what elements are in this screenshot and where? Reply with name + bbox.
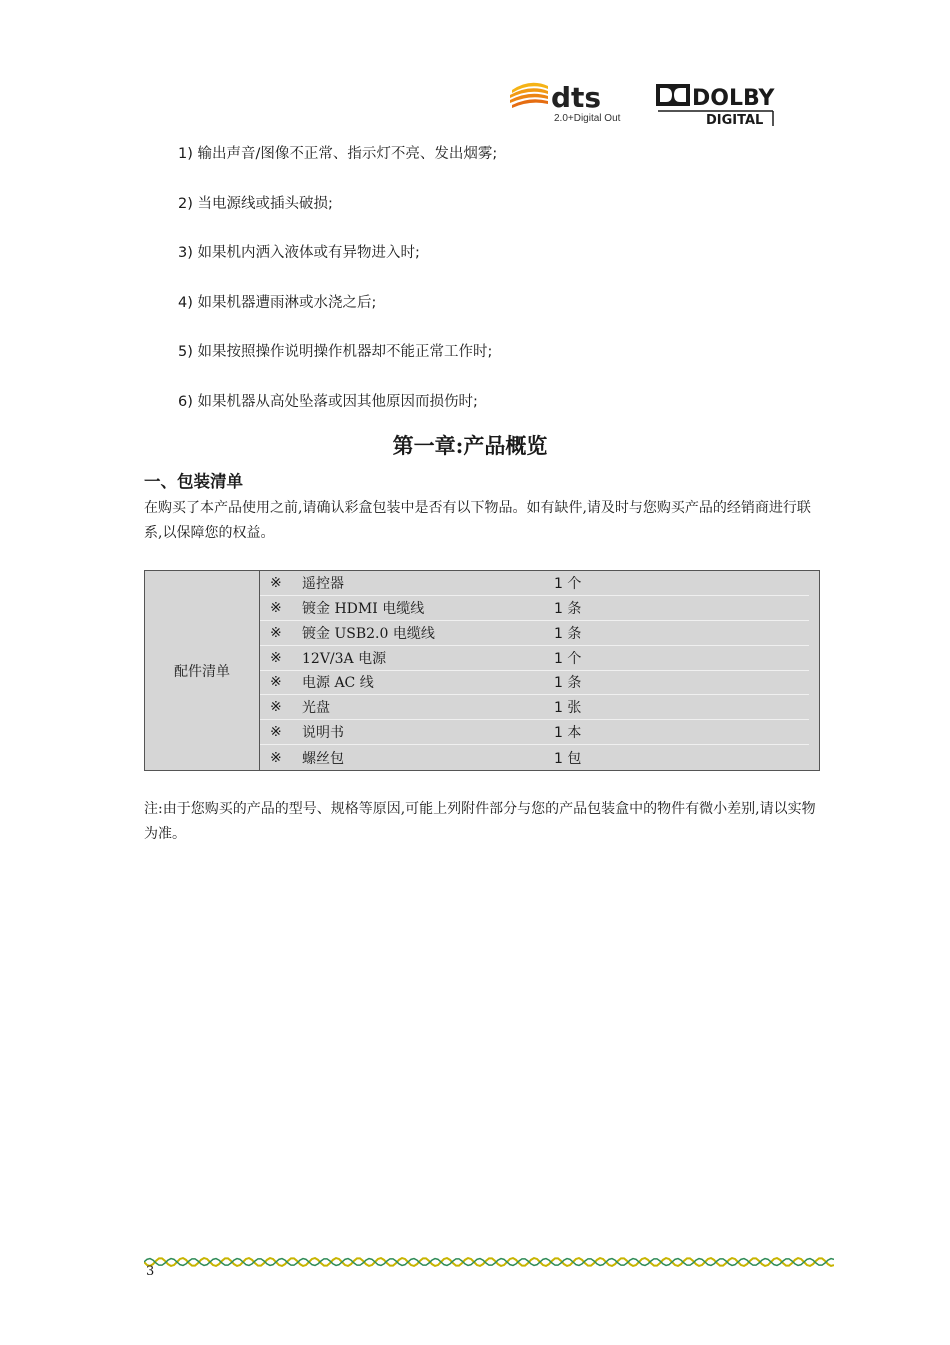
warning-item: 1) 输出声音/图像不正常、指示灯不亮、发出烟雾; <box>178 146 498 162</box>
reference-mark: ※ <box>270 749 282 766</box>
accessory-name: 螺丝包 <box>302 750 344 767</box>
dts-swoosh-icon <box>510 83 548 108</box>
section-heading: 一、包装清单 <box>144 472 243 491</box>
table-row <box>260 571 809 596</box>
dts-logo <box>508 76 638 126</box>
note-paragraph: 注:由于您购买的产品的型号、规格等原因,可能上列附件部分与您的产品包装盒中的物件有微小差别,请以实物为准。 <box>144 801 816 842</box>
header-logos <box>508 76 788 128</box>
accessory-table <box>144 570 820 771</box>
table-row <box>260 671 809 696</box>
warning-item: 3) 如果机内洒入液体或有异物进入时; <box>178 245 420 262</box>
dolby-double-d-icon <box>656 84 690 106</box>
table-row <box>260 646 809 671</box>
accessory-quantity: 1 张 <box>554 700 582 717</box>
accessory-quantity: 1 条 <box>554 625 582 642</box>
accessory-quantity: 1 本 <box>554 725 582 742</box>
accessory-quantity: 1 个 <box>554 650 582 667</box>
accessory-name: 12V/3A 电源 <box>302 650 387 667</box>
accessory-table-label: 配件清单 <box>145 571 260 770</box>
accessory-quantity: 1 条 <box>554 675 582 692</box>
accessory-name: 遥控器 <box>302 575 344 592</box>
accessory-quantity: 1 条 <box>554 600 582 617</box>
reference-mark: ※ <box>270 574 282 591</box>
intro-paragraph: 在购买了本产品使用之前,请确认彩盒包装中是否有以下物品。如有缺件,请及时与您购买产品的经销商进行联系,以保障您的权益。 <box>144 500 811 541</box>
accessory-name: 镀金 HDMI 电缆线 <box>302 600 425 617</box>
table-row <box>260 745 809 770</box>
warning-item: 4) 如果机器遭雨淋或水浇之后; <box>178 294 377 311</box>
dolby-logo-text: DOLBY <box>692 86 775 111</box>
accessory-name: 说明书 <box>302 725 344 742</box>
accessory-quantity: 1 个 <box>554 575 582 592</box>
reference-mark: ※ <box>270 674 282 691</box>
dts-logo-subtext: 2.0+Digital Out <box>554 113 621 124</box>
table-row <box>260 621 809 646</box>
table-row <box>260 720 809 745</box>
chapter-title: 第一章:产品概览 <box>392 433 548 458</box>
accessory-name: 光盘 <box>302 700 330 717</box>
accessory-name: 镀金 USB2.0 电缆线 <box>302 625 435 642</box>
accessory-rows <box>260 571 819 770</box>
table-row <box>260 695 809 720</box>
accessory-quantity: 1 包 <box>554 750 582 767</box>
reference-mark: ※ <box>270 599 282 616</box>
warning-item: 2) 当电源线或插头破损; <box>178 195 333 212</box>
reference-mark: ※ <box>270 724 282 741</box>
warning-list <box>178 142 818 440</box>
page-number: 3 <box>146 1264 155 1279</box>
reference-mark: ※ <box>270 649 282 666</box>
warning-item: 5) 如果按照操作说明操作机器却不能正常工作时; <box>178 344 493 361</box>
reference-mark: ※ <box>270 624 282 641</box>
accessory-name: 电源 AC 线 <box>302 675 374 692</box>
table-row <box>260 596 809 621</box>
footer-wave-border <box>144 1254 834 1270</box>
dolby-logo <box>654 80 784 128</box>
warning-item: 6) 如果机器从高处坠落或因其他原因而损伤时; <box>178 393 478 410</box>
dts-logo-text: dts <box>551 81 602 114</box>
reference-mark: ※ <box>270 699 282 716</box>
dolby-logo-subtext: DIGITAL <box>706 113 764 128</box>
